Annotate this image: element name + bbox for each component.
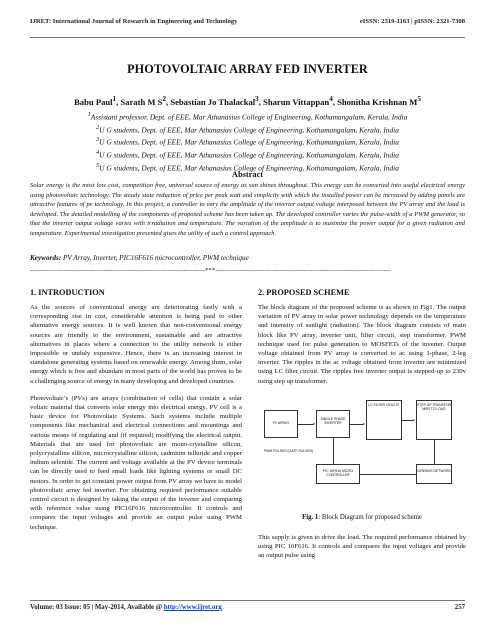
arrow-head [363,423,365,425]
transformer-block: STEP UP TRANSFOR MER TO LOAD [416,400,452,440]
affiliation-list [0,110,495,173]
inverter-block: SINGLE PHASE INVERTER [316,410,350,438]
abstract-text: Solar energy is the most low cost, competition free, universal source of energy as sun shines throughout. This energy can be converted into useful electrical energy using photovoltaic technology. The steady state reduction of price per peak watt and simplicity with which the installed power can be increased by adding panels are attractive features of pv technology. In this project, a controller to vary the amplitude of the inverter output voltage interposed between the PV array and the load is developed. The detailed modelling of the components of proposed scheme has been taken up. The developed controller varies the pulse-width of a PWM generator, so that the inverter output voltage varies with irradiation and temperature. The variation of the amplitude is to maximize the power output for a given radiation and temperature. Experimental investigation presented gives the utility of such a control approach. [30,182,465,237]
arrow-head [313,423,315,425]
connector-line [434,440,435,464]
affiliation: $^1$Assistant professor, Dept. of EEE, Mar Athanasius College of Engineering, Kothamangalam, Kerala, India [87,112,408,122]
right-column [258,288,466,568]
connector-line [402,420,413,421]
connector-line [298,424,313,425]
paragraph: As the sources of conventional energy are deteriorating fastly with a corresponding rise in cost, considerable attention is being paid to other alternative energy sources. It is well known that non-conventional energy sources are friendly to the environment, sustainable and are attractive alternatives in places where a connection to the utility network is either impossible or unduly expensive. Hence, there is an increasing interest in standalone generating systems based on renewable energy. Among them, solar energy which is free and abundant in most parts of the world has proven to be a challenging source of energy in many developing and developed countries. [30,304,242,385]
author: Shonitha Krishnan $M^5$ [337,95,421,107]
page-header [30,18,465,34]
author: Sebastian Jo Thalackal$^3$, [170,95,264,107]
paragraph: Photovoltaic’s (PVs) are arrays (combination of cells) that contain a solar voltaic material that converts solar energy into electrical energy. PV cell is a basic device for Photovoltaic Systems. Such systems include multiple components like mechanical and electrical connections and mountings and various means of regulating and (if required) modifying the electrical output. Materials that are used for photovoltaic are mono-crystalline silicon, polycrystalline silicon, microcrystalline silicon, cadmium telluride and copper indium selenide. The current and voltage available at the PV device terminals can be directly used to feed small loads like lighting systems or small DC motors. In order to get constant power output from PV array we have to model photovoltaic array fed inverter. For obtaining required performance suitable control circuit is designed by taking the output of the inverter and comparing with reference value using PIC16F616 microcontroller. It controls and compares the input voltages and provide an output pulse using PWM technique. [30,394,242,531]
block-diagram [258,394,466,512]
section-heading-introduction: 1. INTRODUCTION [30,288,105,297]
pv-array-block: PV ARRAY [264,410,298,438]
journal-name: IJRET: International Journal of Research in Engineering and Technology [30,18,238,25]
issn: eISSN: 2319-1163 | pISSN: 2321-7308 [359,18,465,25]
abstract-heading: Abstract [231,170,264,179]
connector-line [360,474,416,475]
connector-line [350,424,363,425]
sensing-network-block: SENSING NETWORK [416,464,452,484]
paragraph: This supply is given to drive the load. The required performance obtained by using PIC 16F616. It controls and compares the input voltages and provide an output pulse using [258,533,466,560]
affiliation: $^5$U G students, Dept. of EEE, Mar Athanasius College of Engineering, Kothamangalam, Kerala, India [96,162,399,173]
author: Sarath M $S^2$, [120,95,171,107]
keywords-text: PV Array, Inverter, PIC16F616 microcontroller, PWM technique [62,254,249,262]
journal-link[interactable]: http://www.ijret.org [163,604,222,611]
footer-volume: Volume: 03 Issue: 05 | May-2014, Available @ [30,604,164,611]
author-list [0,95,495,107]
author: Babu Paul$^1$, [74,95,121,107]
section-heading-proposed-scheme: 2. PROPOSED SCHEME [258,288,350,297]
affiliation: $^2$U G students, Dept. of EEE, Mar Athanasius College of Engineering, Kothamangalam, Kerala, India [96,124,399,135]
pic-controller-block: PIC 16F616 MICRO CONTROLLER [316,464,360,484]
page-number: 257 [454,604,465,611]
figure-caption: Fig. 1: Block Diagram for proposed scheme [302,513,422,521]
paper-title: PHOTOVOLTAIC ARRAY FED INVERTER [127,62,368,76]
page-footer [30,604,465,611]
connector-line [333,438,334,464]
section-separator: --------------------------------------------------------------------------***-------------------------------------------------------------------------- [30,267,391,274]
header-divider [30,37,465,38]
keywords-label: Keywords: [30,254,62,262]
paragraph: The block diagram of the proposed scheme is as shown in Fig1. The output variation of PV array in solar power technology depends on the temperature and intensity of sunlight (radiation). The block diagram consists of main block like PV array, inverter unit, filter circuit, step transformer, PWM technique used for pulse generation to MOSFETs of the inverter. Output voltage obtained from PV array is converted to ac using 1-phase, 2-leg inverter. The ripples in the ac voltage obtained from inverter are minimized using LC filter circuit. The ripples free inverter output is stepped-up to 230v using step up transformer. [258,304,466,385]
affiliation: $^4$U G students, Dept. of EEE, Mar Athanasius College of Engineering, Kothamangalam, Kerala, India [96,150,399,160]
affiliation: $^3$U G students, Dept. of EEE, Mar Athanasius College of Engineering, Kothamangalam, Kerala, India [96,137,399,147]
footer-divider [30,600,465,601]
author: Sharun Vittappan$^4$, [263,95,338,107]
arrow-head [413,419,415,421]
keywords [30,254,465,262]
lc-filter-block: LC FILTER CIRCUIT [366,400,402,440]
pwm-pulses-label: PWM PULSES (GATE PULSES) [264,448,314,453]
left-column [30,288,242,540]
